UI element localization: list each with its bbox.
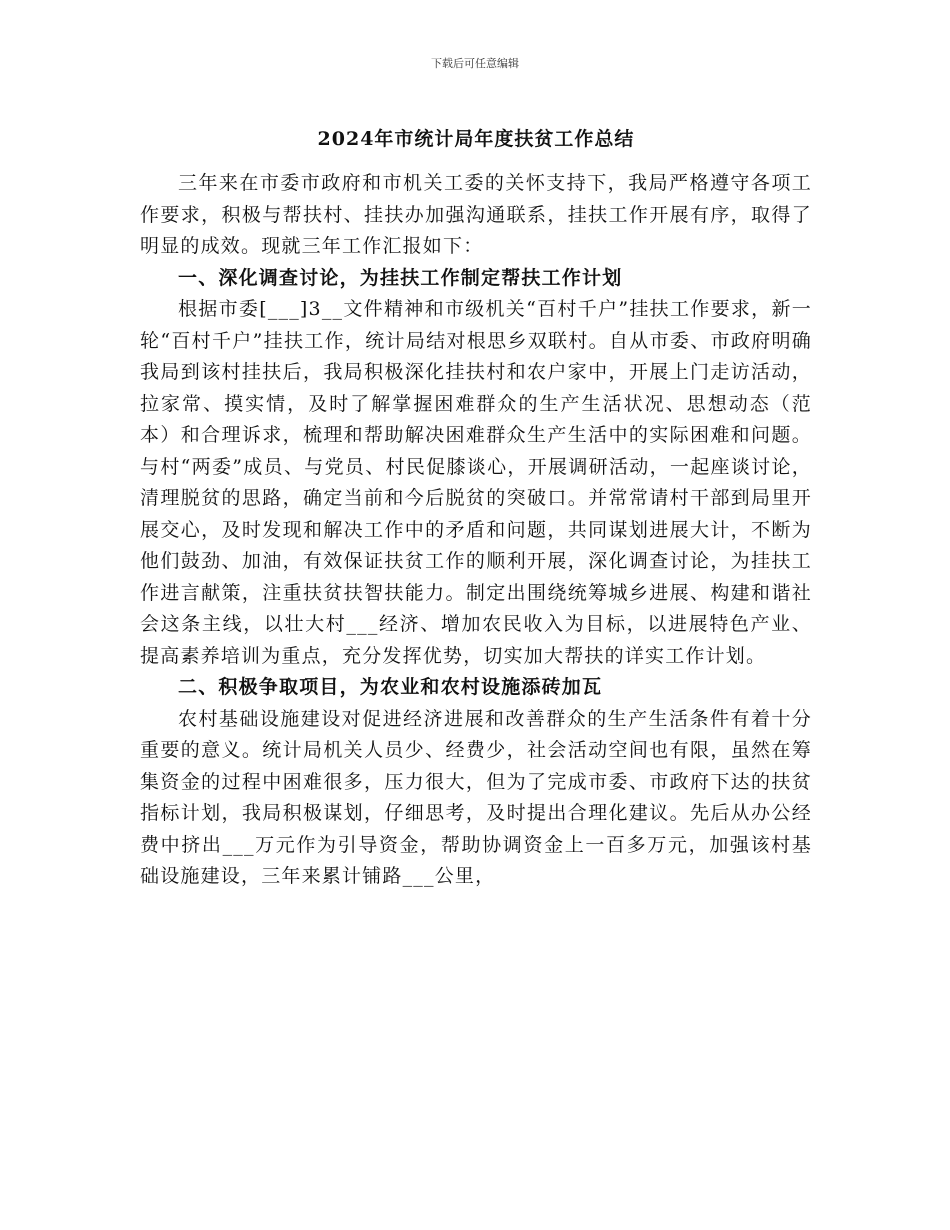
section-2-heading: 二、积极争取项目，为农业和农村设施添砖加瓦 xyxy=(178,676,603,698)
section-1-heading: 一、深化调查讨论，为挂扶工作制定帮扶工作计划 xyxy=(178,266,623,289)
document-page xyxy=(140,124,812,893)
section-2-paragraph: 农村基础设施建设对促进经济进展和改善群众的生产生活条件有着十分重要的意义。统计局机关人员少、经费少，社会活动空间也有限，虽然在筹集资金的过程中困难很多，压力很大，但为了完成市委、市政府下达的扶贫指标计划，我局积极谋划，仔细思考，及时提出合理化建议。先后从办公经费中挤出___万元作为引导资金，帮助协调资金上一百多万元，加强该村基础设施建设，三年来累计铺路___公里， xyxy=(140,707,812,887)
header-note: 下载后可任意编辑 xyxy=(431,57,519,70)
intro-paragraph: 三年来在市委市政府和市机关工委的关怀支持下，我局严格遵守各项工作要求，积极与帮扶村、挂扶办加强沟通联系，挂扶工作开展有序，取得了明显的成效。现就三年工作汇报如下： xyxy=(140,172,812,257)
document-title: 2024年市统计局年度扶贫工作总结 xyxy=(317,128,635,150)
section-1-paragraph: 根据市委[___]3__文件精神和市级机关“百村千户”挂扶工作要求，新一轮“百村千户”挂扶工作，统计局结对根思乡双联村。自从市委、市政府明确我局到该村挂扶后，我局积极深化挂扶村和农户家中，开展上门走访活动，拉家常、摸实情，及时了解掌握困难群众的生产生活状况、思想动态（范本）和合理诉求，梳理和帮助解决困难群众生产生活中的实际困难和问题。与村“两委”成员、与党员、村民促膝谈心，开展调研活动，一起座谈讨论，清理脱贫的思路，确定当前和今后脱贫的突破口。并常常请村干部到局里开展交心，及时发现和解决工作中的矛盾和问题，共同谋划进展大计，不断为他们鼓劲、加油，有效保证扶贫工作的顺利开展，深化调查讨论，为挂扶工作进言献策，注重扶贫扶智扶能力。制定出围绕统筹城乡进展、构建和谐社会这条主线，以壮大村___经济、增加农民收入为目标，以进展特色产业、提高素养培训为重点，充分发挥优势，切实加大帮扶的详实工作计划。 xyxy=(140,298,812,667)
